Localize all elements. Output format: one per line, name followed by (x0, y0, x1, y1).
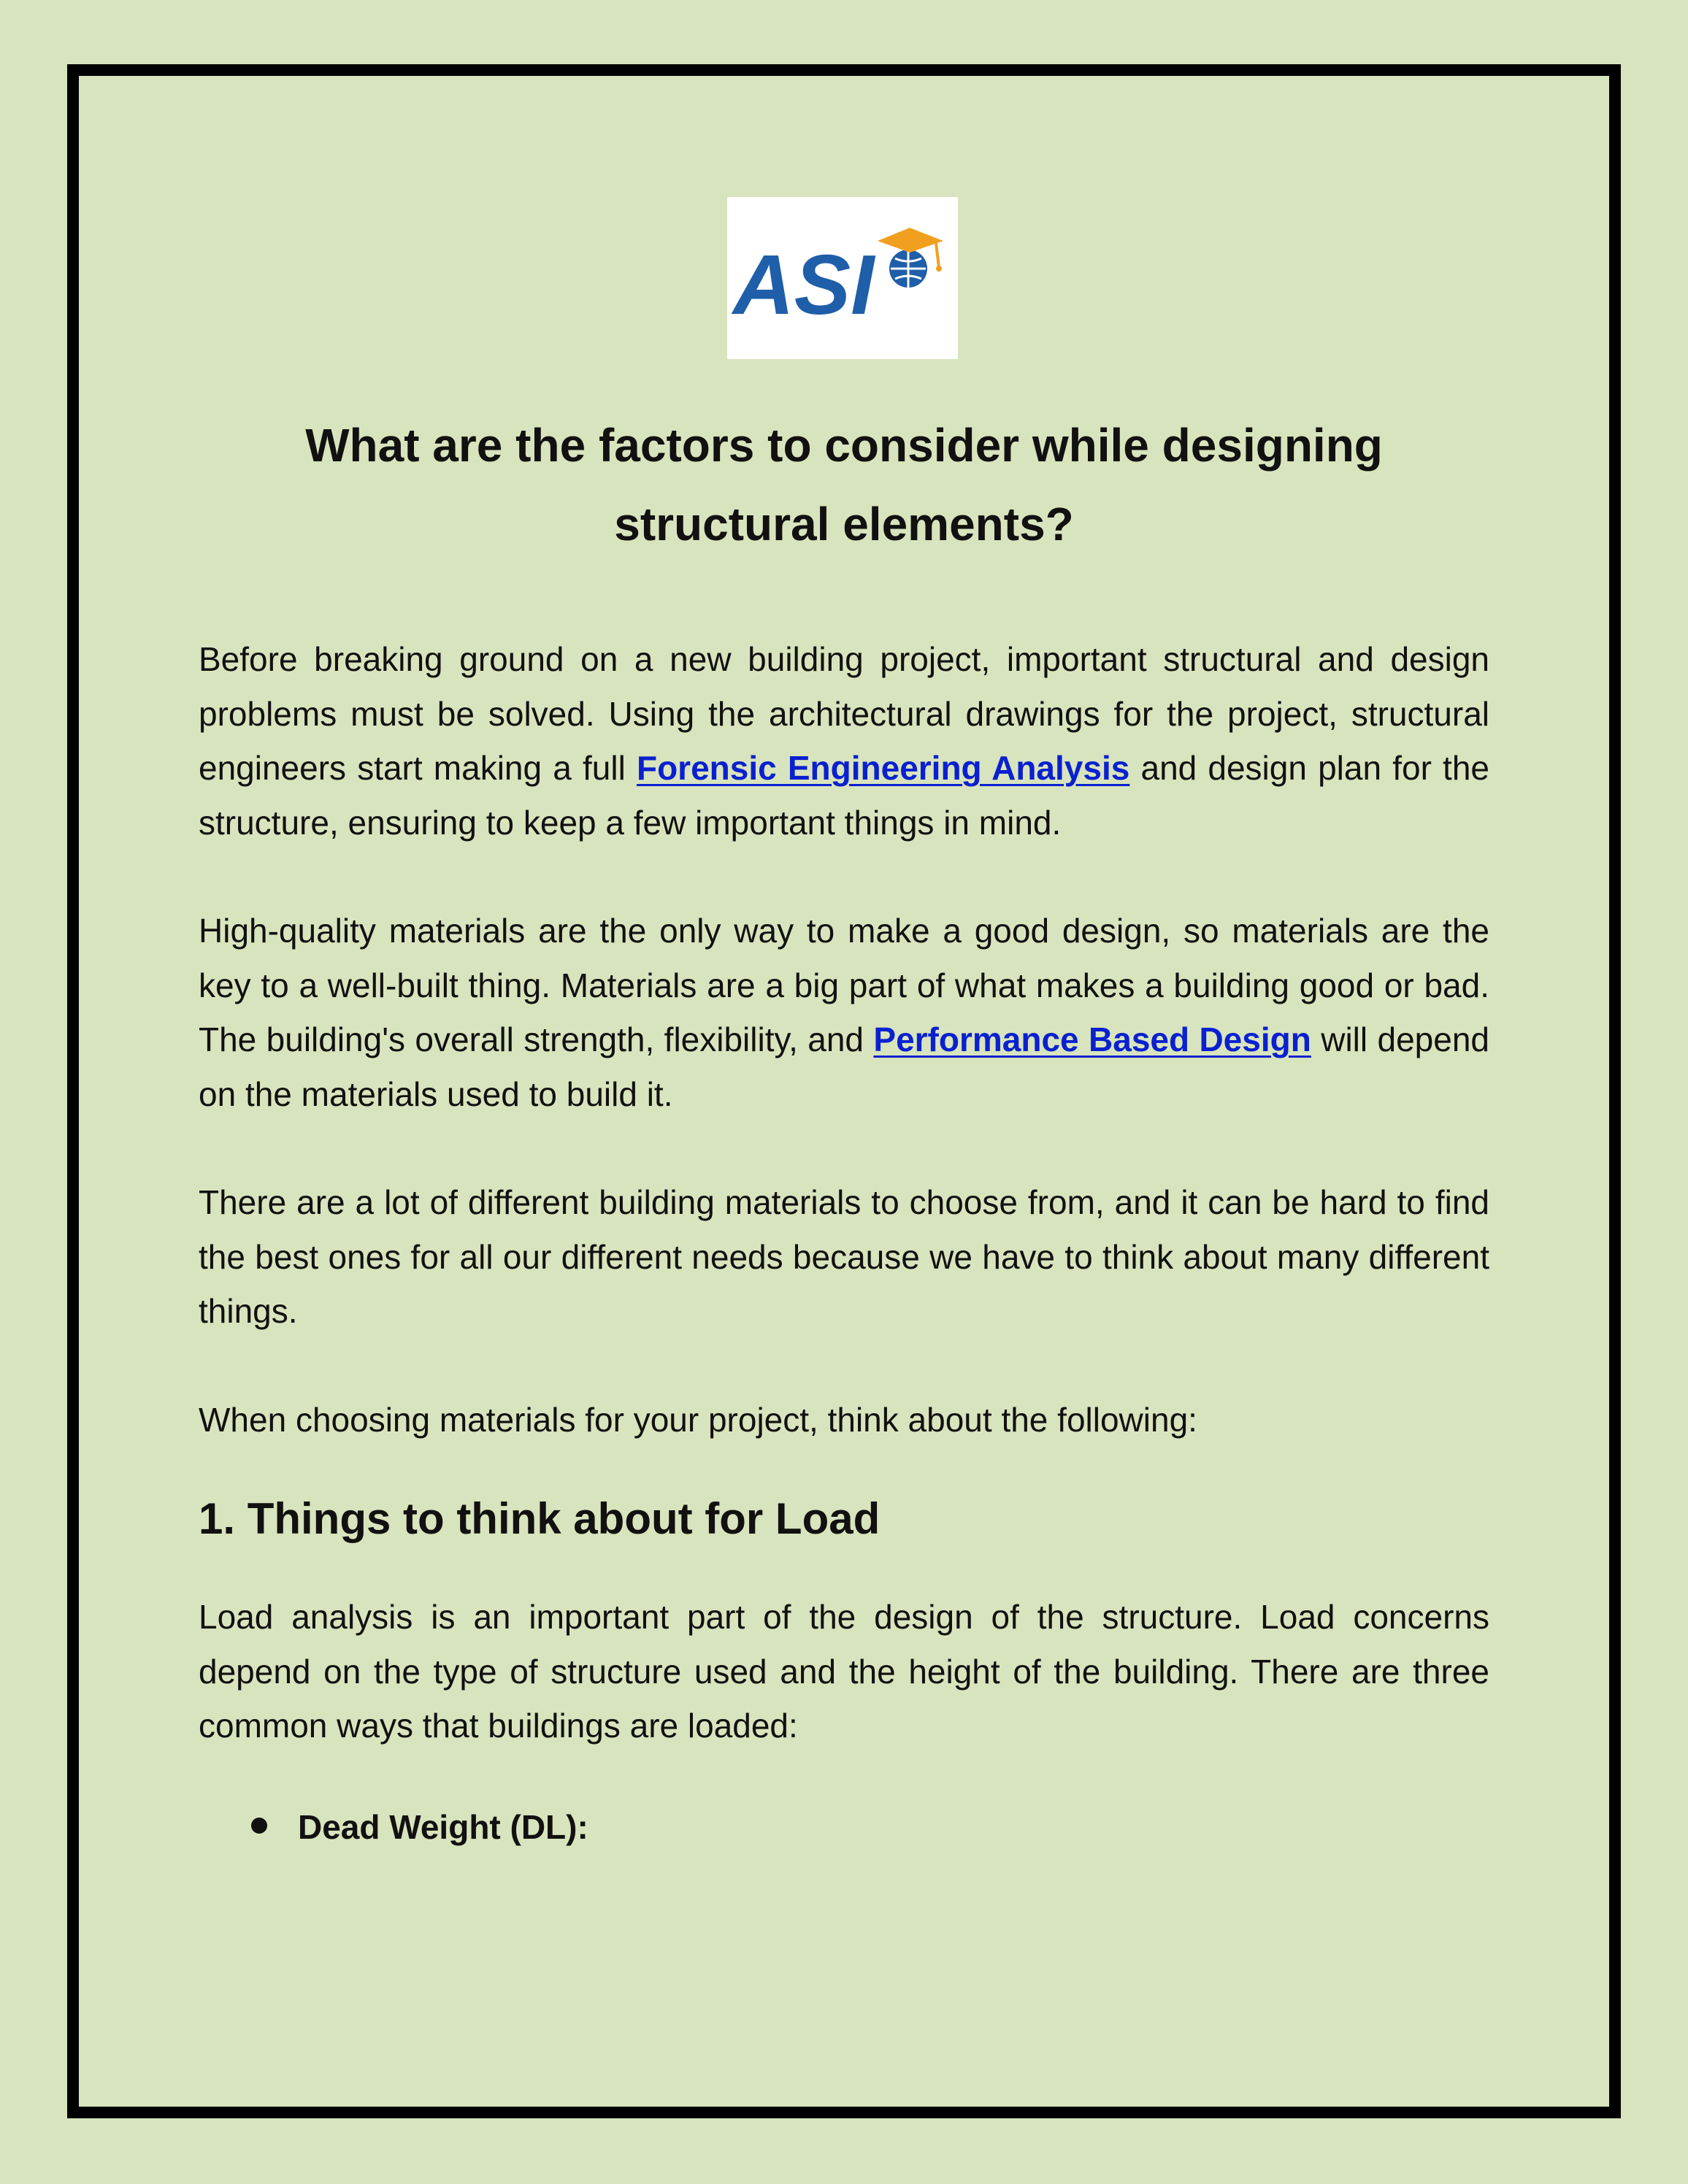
paragraph-materials-text-b: will depend on the materials used to build it. (199, 1020, 1489, 1113)
page-title (199, 406, 1489, 564)
bullet-label-dead-weight: Dead Weight (DL): (298, 1807, 588, 1846)
forensic-engineering-analysis-link[interactable]: Forensic Engineering Analysis (636, 749, 1130, 787)
load-types-list (199, 1800, 1489, 1854)
performance-based-design-link[interactable]: Performance Based Design (873, 1020, 1311, 1058)
title-line-2: structural elements? (614, 498, 1074, 550)
paragraph-materials-text-a: High-quality materials are the only way to make a good design, so materials are the key to a well-built thing. Materials are a big part of what makes a building good or bad. The building's overall strength, flexibility, and (199, 912, 1489, 1058)
paragraph-load-analysis: Load analysis is an important part of the design of the structure. Load concerns depend on the type of structure used and the height of the building. There are three common ways that buildings are loaded: (199, 1598, 1489, 1745)
asi-logo-graphic (727, 197, 958, 359)
bullet-dot-icon (251, 1818, 267, 1834)
article-body (199, 632, 1489, 1854)
graduation-cap-globe-icon (878, 228, 943, 288)
paragraph-intro-text-a: Before breaking ground on a new building project, important structural and design problems must be solved. Using the architectural drawings for the project, structural engineers start making a full (199, 640, 1489, 787)
paragraph-intro-text-b: and design plan for the structure, ensuring to keep a few important things in mind. (199, 749, 1490, 842)
paragraph-intro (199, 632, 1489, 850)
title-line-1: What are the factors to consider while designing (305, 419, 1383, 472)
asi-logo-text: ASI (733, 237, 875, 332)
paragraph-following: When choosing materials for your project, think about the following: (199, 1400, 1197, 1439)
paragraph-materials (199, 904, 1489, 1121)
section-heading-load: 1. Things to think about for Load (199, 1494, 881, 1543)
list-item (199, 1800, 1489, 1854)
asi-logo (727, 197, 958, 359)
paragraph-choices: There are a lot of different building materials to choose from, and it can be hard to find the best ones for all our different needs because we have to think about many different things. (199, 1183, 1489, 1330)
